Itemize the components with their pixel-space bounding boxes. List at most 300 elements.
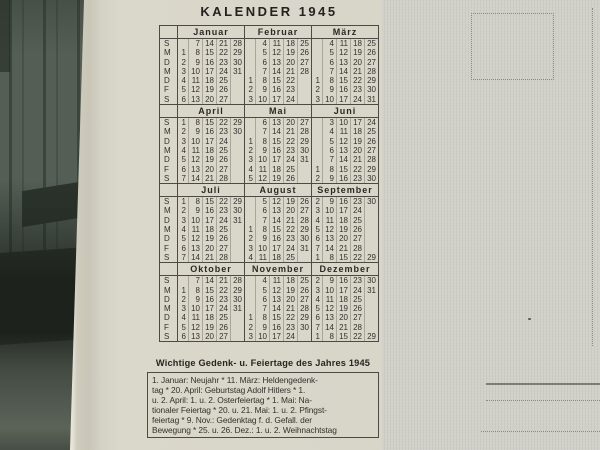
date-cell: 21: [202, 174, 216, 183]
date-cell: 6: [181, 243, 186, 253]
date-cell: 21: [283, 67, 297, 76]
date-cell: 11: [188, 313, 202, 322]
date-cell: [245, 39, 255, 48]
date-cell: [245, 67, 255, 76]
date-cell: 6: [255, 206, 269, 215]
date-cell: 28: [297, 67, 311, 76]
date-cell: 20: [350, 146, 364, 155]
date-cell: [230, 85, 244, 94]
date-cell: 19: [202, 234, 216, 243]
date-cell: 4: [181, 76, 186, 86]
date-cell: 15: [269, 137, 283, 146]
date-cell: 5: [255, 286, 269, 295]
date-cell: 20: [283, 58, 297, 67]
date-cell: 4: [181, 225, 186, 235]
date-cell: 17: [269, 244, 283, 253]
date-cell: [230, 234, 244, 243]
date-cell: [364, 313, 378, 322]
date-cell: 5: [315, 304, 320, 314]
date-cell: 10: [188, 67, 202, 76]
month-grid-januar: [177, 39, 244, 104]
date-cell: 24: [216, 67, 230, 76]
calendar-table: [159, 25, 379, 342]
date-cell: 12: [188, 155, 202, 164]
date-cell: 16: [336, 276, 350, 285]
date-cell: 10: [255, 155, 269, 164]
date-cell: 13: [336, 146, 350, 155]
paper-speck: [528, 318, 531, 320]
date-cell: 22: [350, 253, 364, 262]
date-cell: [297, 165, 311, 174]
date-cell: 26: [283, 174, 297, 183]
date-cell: 24: [283, 155, 297, 164]
date-cell: 27: [350, 313, 364, 322]
date-cell: 2: [181, 294, 186, 304]
date-cell: 15: [336, 332, 350, 341]
date-cell: 11: [255, 165, 269, 174]
day-letter: M: [164, 48, 171, 58]
date-cell: 2: [181, 206, 186, 216]
holidays-line: feiertag * 9. Nov.: Gedenktag f. d. Gefall. der: [152, 414, 312, 425]
date-cell: 23: [283, 234, 297, 243]
date-cell: 12: [188, 323, 202, 332]
date-cell: [312, 39, 322, 48]
date-cell: 25: [216, 313, 230, 322]
date-cell: 2: [315, 173, 320, 183]
date-cell: 3: [181, 215, 186, 225]
date-cell: 13: [188, 95, 202, 104]
day-letter: F: [164, 85, 169, 95]
date-cell: 8: [188, 286, 202, 295]
date-cell: 17: [269, 332, 283, 341]
date-cell: 7: [322, 67, 336, 76]
date-cell: 4: [248, 252, 253, 262]
date-cell: 13: [269, 58, 283, 67]
date-cell: 17: [336, 286, 350, 295]
date-cell: 31: [230, 304, 244, 313]
dotted-divider-line: [592, 8, 593, 346]
month-grid-november: [244, 276, 311, 341]
month-grid-mai: [244, 118, 311, 183]
date-cell: 5: [255, 197, 269, 206]
date-cell: 22: [216, 48, 230, 57]
address-line-dotted: [486, 400, 600, 401]
date-cell: [230, 76, 244, 85]
date-cell: 13: [269, 295, 283, 304]
date-cell: 22: [216, 118, 230, 127]
date-cell: 10: [255, 95, 269, 104]
date-cell: 13: [322, 313, 336, 322]
date-cell: 30: [230, 58, 244, 67]
date-cell: 28: [350, 323, 364, 332]
date-cell: 21: [202, 253, 216, 262]
date-cell: 26: [216, 155, 230, 164]
date-cell: 24: [283, 244, 297, 253]
date-cell: 25: [216, 146, 230, 155]
date-cell: 15: [202, 48, 216, 57]
date-cell: 18: [202, 313, 216, 322]
date-cell: [312, 48, 322, 57]
day-letter: M: [164, 145, 171, 155]
date-cell: 1: [315, 252, 320, 262]
date-cell: 4: [181, 313, 186, 323]
date-cell: 1: [315, 76, 320, 86]
date-cell: 8: [255, 137, 269, 146]
date-cell: 11: [255, 253, 269, 262]
date-cell: 11: [322, 295, 336, 304]
date-cell: 27: [297, 206, 311, 215]
date-cell: 21: [350, 67, 364, 76]
month-header-september: September: [311, 184, 378, 196]
date-cell: 20: [336, 313, 350, 322]
day-letter: S: [164, 118, 170, 128]
date-cell: 22: [350, 76, 364, 85]
date-cell: 9: [188, 206, 202, 215]
date-cell: 30: [297, 323, 311, 332]
holidays-heading: Wichtige Gedenk- u. Feiertage des Jahres 1945: [155, 358, 371, 368]
date-cell: 9: [322, 276, 336, 285]
month-header-juni: Juni: [311, 105, 378, 117]
date-cell: 14: [322, 244, 336, 253]
date-cell: 12: [336, 48, 350, 57]
date-cell: 19: [283, 48, 297, 57]
holidays-box: [147, 372, 379, 438]
date-cell: 15: [269, 313, 283, 322]
date-cell: 7: [315, 322, 320, 332]
date-cell: 6: [315, 313, 320, 323]
date-cell: [297, 174, 311, 183]
date-cell: 5: [315, 225, 320, 235]
date-cell: 25: [297, 39, 311, 48]
month-header-november: November: [244, 263, 311, 275]
day-letter: M: [164, 66, 171, 76]
date-cell: 29: [364, 165, 378, 174]
date-cell: 3: [248, 332, 253, 342]
date-cell: 10: [322, 286, 336, 295]
quarter-header-row: [160, 105, 378, 118]
date-cell: 28: [216, 253, 230, 262]
date-cell: [312, 58, 322, 67]
date-cell: 10: [188, 137, 202, 146]
date-cell: 10: [322, 206, 336, 215]
date-cell: 8: [322, 332, 336, 341]
date-cell: 18: [336, 216, 350, 225]
date-cell: 26: [350, 304, 364, 313]
date-cell: 23: [350, 276, 364, 285]
date-cell: 6: [255, 295, 269, 304]
date-cell: 1: [248, 136, 253, 146]
date-cell: 7: [255, 216, 269, 225]
date-cell: 29: [364, 76, 378, 85]
date-cell: 17: [336, 95, 350, 104]
date-cell: 17: [336, 206, 350, 215]
quarter-body-row: [160, 276, 378, 341]
date-cell: [230, 253, 244, 262]
header-corner-cell: [160, 105, 177, 117]
date-cell: 4: [181, 145, 186, 155]
date-cell: 17: [202, 67, 216, 76]
date-cell: 22: [283, 225, 297, 234]
date-cell: 23: [350, 197, 364, 206]
date-cell: 7: [255, 304, 269, 313]
date-cell: 12: [269, 197, 283, 206]
date-cell: [230, 174, 244, 183]
date-cell: 7: [255, 67, 269, 76]
date-cell: 10: [255, 332, 269, 341]
date-cell: 21: [216, 276, 230, 285]
date-cell: 10: [188, 216, 202, 225]
date-cell: 5: [255, 48, 269, 57]
month-header-februar: Februar: [244, 26, 311, 38]
month-grid-februar: [244, 39, 311, 104]
date-cell: 31: [230, 216, 244, 225]
date-cell: 8: [322, 165, 336, 174]
address-line-dotted: [481, 431, 600, 432]
day-letter-column: [160, 39, 177, 104]
date-cell: [297, 85, 311, 94]
date-cell: 18: [269, 253, 283, 262]
date-cell: 31: [297, 155, 311, 164]
date-cell: 5: [181, 85, 186, 95]
date-cell: 16: [202, 206, 216, 215]
date-cell: 3: [315, 206, 320, 216]
date-cell: 23: [283, 323, 297, 332]
date-cell: 16: [336, 197, 350, 206]
date-cell: 22: [283, 313, 297, 322]
date-cell: 11: [188, 225, 202, 234]
month-grid-august: [244, 197, 311, 262]
date-cell: 29: [297, 313, 311, 322]
date-cell: 13: [269, 206, 283, 215]
date-cell: 3: [315, 285, 320, 295]
date-cell: 7: [255, 127, 269, 136]
date-cell: 12: [188, 234, 202, 243]
date-cell: 17: [269, 155, 283, 164]
date-cell: 22: [216, 197, 230, 206]
date-cell: [230, 165, 244, 174]
date-cell: [312, 155, 322, 164]
date-cell: 27: [216, 332, 230, 341]
date-cell: 13: [188, 165, 202, 174]
quarter-body-row: [160, 118, 378, 183]
quarter-block: [160, 184, 378, 263]
date-cell: 15: [336, 165, 350, 174]
date-cell: [245, 197, 255, 206]
date-cell: 25: [350, 216, 364, 225]
date-cell: 14: [336, 67, 350, 76]
quarter-header-row: [160, 184, 378, 197]
date-cell: [364, 244, 378, 253]
date-cell: 9: [188, 58, 202, 67]
date-cell: [312, 137, 322, 146]
day-letter: S: [164, 94, 170, 104]
date-cell: 7: [188, 39, 202, 48]
date-cell: 1: [315, 332, 320, 342]
date-cell: 16: [269, 85, 283, 94]
date-cell: 15: [336, 76, 350, 85]
date-cell: 27: [364, 146, 378, 155]
day-letter: D: [164, 294, 170, 304]
date-cell: 30: [297, 146, 311, 155]
date-cell: 16: [269, 234, 283, 243]
date-cell: 16: [202, 295, 216, 304]
date-cell: 20: [283, 295, 297, 304]
date-cell: 1: [248, 225, 253, 235]
date-cell: 9: [255, 234, 269, 243]
date-cell: 18: [269, 165, 283, 174]
date-cell: 6: [181, 164, 186, 174]
date-cell: 3: [181, 66, 186, 76]
date-cell: 3: [181, 304, 186, 314]
date-cell: 26: [364, 137, 378, 146]
date-cell: 28: [364, 67, 378, 76]
date-cell: 1: [248, 313, 253, 323]
date-cell: 12: [269, 286, 283, 295]
date-cell: 31: [364, 95, 378, 104]
date-cell: 27: [216, 165, 230, 174]
date-cell: [245, 295, 255, 304]
date-cell: [245, 216, 255, 225]
date-cell: [364, 295, 378, 304]
date-cell: [245, 48, 255, 57]
header-corner-cell: [160, 263, 177, 275]
date-cell: 30: [364, 276, 378, 285]
date-cell: 1: [181, 48, 186, 58]
day-letter: M: [164, 304, 171, 314]
date-cell: 2: [248, 234, 253, 244]
day-letter-column: [160, 118, 177, 183]
date-cell: 24: [350, 286, 364, 295]
date-cell: 27: [297, 118, 311, 127]
date-cell: [312, 127, 322, 136]
date-cell: 6: [255, 58, 269, 67]
date-cell: 14: [269, 216, 283, 225]
date-cell: 2: [315, 197, 320, 207]
date-cell: [364, 206, 378, 215]
date-cell: 22: [283, 76, 297, 85]
date-cell: 11: [188, 76, 202, 85]
date-cell: 19: [350, 137, 364, 146]
month-grid-oktober: [177, 276, 244, 341]
month-header-april: April: [177, 105, 244, 117]
date-cell: [230, 244, 244, 253]
date-cell: [230, 323, 244, 332]
date-cell: 4: [248, 164, 253, 174]
date-cell: [230, 313, 244, 322]
date-cell: 22: [350, 332, 364, 341]
date-cell: 28: [297, 127, 311, 136]
date-cell: 21: [283, 216, 297, 225]
date-cell: [245, 286, 255, 295]
date-cell: 14: [269, 67, 283, 76]
date-cell: 24: [216, 216, 230, 225]
date-cell: 26: [297, 197, 311, 206]
date-cell: 4: [322, 39, 336, 48]
date-cell: [230, 137, 244, 146]
date-cell: 27: [216, 95, 230, 104]
month-grid-juli: [177, 197, 244, 262]
date-cell: 25: [216, 225, 230, 234]
date-cell: 23: [216, 206, 230, 215]
date-cell: 12: [322, 304, 336, 313]
date-cell: 28: [350, 244, 364, 253]
date-cell: 18: [202, 76, 216, 85]
date-cell: [312, 118, 322, 127]
date-cell: 10: [188, 304, 202, 313]
date-cell: 15: [336, 253, 350, 262]
calendar-title: KALENDER 1945: [200, 4, 338, 19]
date-cell: 8: [188, 118, 202, 127]
date-cell: 25: [364, 127, 378, 136]
date-cell: 16: [202, 58, 216, 67]
date-cell: 20: [336, 234, 350, 243]
date-cell: 21: [336, 323, 350, 332]
date-cell: 5: [248, 173, 253, 183]
date-cell: 5: [181, 155, 186, 165]
day-letter: S: [164, 173, 170, 183]
date-cell: 20: [202, 165, 216, 174]
date-cell: 28: [364, 155, 378, 164]
date-cell: 17: [202, 137, 216, 146]
date-cell: 28: [297, 304, 311, 313]
quarter-block: [160, 263, 378, 341]
date-cell: 20: [202, 244, 216, 253]
quarter-block: [160, 105, 378, 184]
date-cell: 22: [216, 286, 230, 295]
date-cell: 21: [216, 39, 230, 48]
date-cell: 8: [188, 48, 202, 57]
date-cell: [230, 155, 244, 164]
date-cell: 26: [364, 48, 378, 57]
month-header-juli: Juli: [177, 184, 244, 196]
date-cell: 7: [181, 173, 186, 183]
date-cell: 15: [202, 118, 216, 127]
date-cell: 6: [181, 94, 186, 104]
month-grid-april: [177, 118, 244, 183]
date-cell: 11: [269, 39, 283, 48]
date-cell: 15: [202, 197, 216, 206]
date-cell: 11: [336, 127, 350, 136]
date-cell: 8: [322, 253, 336, 262]
date-cell: 27: [216, 244, 230, 253]
date-cell: [312, 146, 322, 155]
day-letter: D: [164, 234, 170, 244]
date-cell: 20: [283, 206, 297, 215]
holidays-line: 1. Januar: Neujahr * 11. März: Heldengedenk-: [152, 375, 318, 385]
date-cell: 30: [364, 85, 378, 94]
date-cell: 3: [248, 243, 253, 253]
date-cell: 25: [297, 276, 311, 285]
date-cell: 23: [283, 85, 297, 94]
date-cell: 20: [202, 332, 216, 341]
date-cell: 10: [336, 118, 350, 127]
date-cell: [230, 95, 244, 104]
date-cell: 19: [202, 323, 216, 332]
date-cell: 20: [283, 118, 297, 127]
date-cell: 6: [181, 332, 186, 342]
date-cell: 11: [269, 276, 283, 285]
date-cell: [245, 118, 255, 127]
date-cell: 19: [336, 304, 350, 313]
date-cell: 23: [283, 146, 297, 155]
date-cell: 19: [336, 225, 350, 234]
date-cell: [297, 95, 311, 104]
quarter-body-row: [160, 197, 378, 262]
date-cell: 18: [350, 39, 364, 48]
date-cell: 24: [283, 95, 297, 104]
date-cell: 19: [350, 48, 364, 57]
date-cell: 2: [248, 85, 253, 95]
